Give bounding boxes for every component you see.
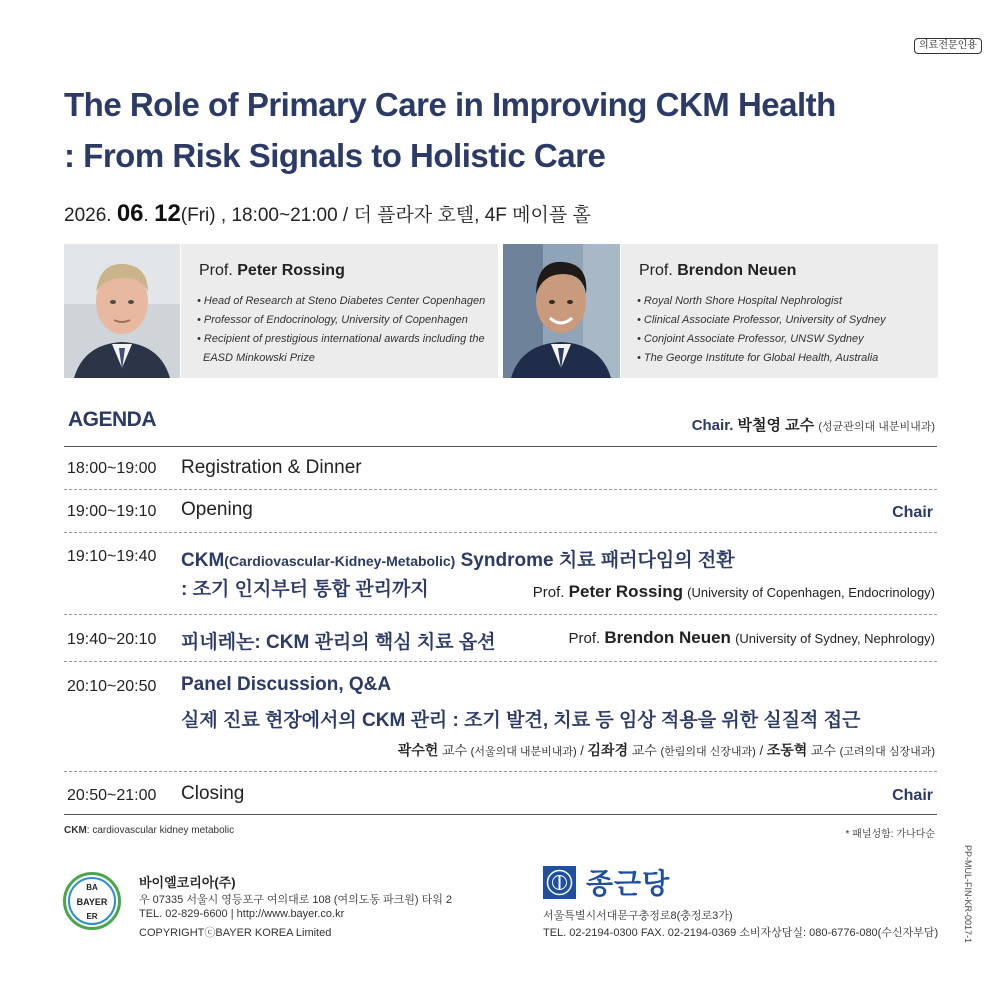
agenda-speaker <box>569 628 936 648</box>
ckd-contact: TEL. 02-2194-0300 FAX. 02-2194-0369 소비자상담실: 080-6776-080(수신자부담) <box>543 927 939 939</box>
agenda-bottom-rule <box>64 814 937 815</box>
row-divider <box>64 771 937 772</box>
title-line-2: : From Risk Signals to Holistic Care <box>64 137 606 174</box>
speaker-name: Peter Rossing <box>568 582 683 601</box>
separator: / <box>576 743 588 758</box>
row-divider <box>64 614 937 615</box>
bullet-item: • Recipient of prestigious international awards including the <box>197 333 485 345</box>
panelist-title: 교수 <box>628 743 661 758</box>
panel-order-note: * 패널성함: 가나다순 <box>845 829 935 840</box>
abbreviation-note <box>64 825 234 836</box>
portrait-neuen-image <box>503 244 620 378</box>
row-divider <box>64 489 937 490</box>
document-code: PP-MUL-FIN-KR-0017-1 <box>963 845 973 944</box>
title-part: Syndrome 치료 패러다임의 전환 <box>455 550 735 571</box>
bullet-item: • Conjoint Associate Professor, UNSW Sydney <box>637 333 864 345</box>
speaker-name: Peter Rossing <box>237 262 345 279</box>
speaker-name: Brendon Neuen <box>677 262 797 279</box>
agenda-subtitle: : 조기 인지부터 통합 관리까지 <box>181 579 429 600</box>
bayer-logo-mid: BAYER <box>76 897 108 907</box>
agenda-title: Opening <box>181 499 253 520</box>
agenda-title: Registration & Dinner <box>181 457 362 478</box>
chair-label: Chair. <box>691 417 734 434</box>
speaker-affiliation: (University of Sydney, Nephrology) <box>735 631 935 646</box>
agenda-time: 19:10~19:40 <box>67 548 157 565</box>
bullet-item: • Professor of Endocrinology, University of Copenhagen <box>197 314 468 326</box>
bayer-company-name: 바이엘코리아(주) <box>139 875 236 890</box>
agenda-time: 20:10~20:50 <box>67 678 157 695</box>
agenda-title: Panel Discussion, Q&A <box>181 674 392 695</box>
abbreviation: CKM <box>64 825 87 836</box>
speaker-bullets-rossing <box>197 292 485 368</box>
speaker-card-neuen <box>621 244 938 378</box>
agenda-subtitle: 실제 진료 현장에서의 CKM 관리 : 조기 발견, 치료 등 임상 적용을 위한 실질적 접근 <box>181 710 861 731</box>
row-divider <box>64 532 937 533</box>
portrait-rossing-image <box>64 244 180 378</box>
speaker-name-rossing <box>199 262 345 280</box>
bullet-item: • Royal North Shore Hospital Nephrologist <box>637 295 843 307</box>
ckd-logo-icon <box>543 866 576 899</box>
speaker-bullets-neuen <box>637 292 886 368</box>
bayer-logo-bot: ER <box>86 912 98 921</box>
ckd-address: 서울특별시서대문구충정로8(충정로3가) <box>543 910 733 922</box>
title-line-1: The Role of Primary Care in Improving CKM Health <box>64 86 836 123</box>
row-divider <box>64 661 937 662</box>
agenda-top-rule <box>64 446 937 447</box>
bayer-contact: TEL. 02-829-6600 | http://www.bayer.co.kr <box>139 908 345 920</box>
agenda-time: 19:00~19:10 <box>67 503 157 520</box>
event-time-venue: (Fri) , 18:00~21:00 / 더 플라자 호텔, 4F 메이플 홀 <box>180 205 591 226</box>
event-day: 12 <box>154 200 181 227</box>
agenda-chair-tag: Chair <box>892 504 933 521</box>
agenda-chair <box>692 414 935 435</box>
event-dot: . <box>143 205 149 226</box>
bayer-copyright: COPYRIGHTⓒBAYER KOREA Limited <box>139 927 332 939</box>
agenda-time: 18:00~19:00 <box>67 460 157 477</box>
bullet-item: • Head of Research at Steno Diabetes Center Copenhagen <box>197 295 486 307</box>
bullet-item: EASD Minkowski Prize <box>203 352 315 364</box>
panelist-affiliation: (서울의대 내분비내과) <box>470 746 577 758</box>
audience-badge: 의료전문인용 <box>914 38 982 54</box>
event-month: 06 <box>116 200 144 227</box>
title-part: (Cardiovascular-Kidney-Metabolic) <box>224 553 456 569</box>
event-year: 2026. <box>64 205 112 226</box>
panelist-name: 김좌경 <box>587 742 629 758</box>
bayer-address: 우 07335 서울시 영등포구 여의대로 108 (여의도동 파크원) 타워 2 <box>139 894 453 906</box>
speaker-affiliation: (University of Copenhagen, Endocrinology) <box>687 585 935 600</box>
chair-name: 박철영 교수 <box>737 417 815 434</box>
abbreviation-definition: : cardiovascular kidney metabolic <box>86 825 235 836</box>
agenda-title: Closing <box>181 783 245 804</box>
event-date-venue <box>64 200 591 228</box>
speaker-photo-neuen <box>503 244 620 378</box>
panelist-affiliation: (한림의대 신장내과) <box>660 746 756 758</box>
bullet-item: • Clinical Associate Professor, University of Sydney <box>637 314 886 326</box>
agenda-chair-tag: Chair <box>892 787 933 804</box>
agenda-time: 20:50~21:00 <box>67 787 157 804</box>
bayer-logo <box>63 872 121 930</box>
panelist-name: 곽수헌 <box>397 742 439 758</box>
panel-members <box>398 740 935 760</box>
speaker-prefix: Prof. <box>568 630 601 647</box>
agenda-title: 피네레논: CKM 관리의 핵심 치료 옵션 <box>181 632 496 653</box>
bayer-logo-top: BA <box>86 883 98 892</box>
speaker-name-neuen <box>639 262 796 280</box>
speaker-prefix: Prof. <box>532 584 565 601</box>
agenda-speaker <box>533 582 935 602</box>
agenda-time: 19:40~20:10 <box>67 631 157 648</box>
panelist-title: 교수 <box>807 743 840 758</box>
speaker-name: Brendon Neuen <box>604 628 731 647</box>
panelist-affiliation: (고려의대 심장내과) <box>839 746 935 758</box>
agenda-heading: AGENDA <box>68 408 157 431</box>
speaker-photo-rossing <box>64 244 180 378</box>
agenda-title <box>181 545 735 572</box>
separator: / <box>755 743 767 758</box>
title-part: CKM <box>181 550 225 571</box>
speaker-prefix: Prof. <box>639 262 673 279</box>
speaker-card-rossing <box>181 244 498 378</box>
bullet-item: • The George Institute for Global Health, Australia <box>637 352 879 364</box>
ckd-company-name: 종근당 <box>586 868 671 899</box>
panelist-name: 조동혁 <box>766 742 808 758</box>
bayer-cross-icon <box>66 875 118 927</box>
speaker-prefix: Prof. <box>199 262 233 279</box>
chair-affiliation: (성균관의대 내분비내과) <box>818 421 935 433</box>
panelist-title: 교수 <box>438 743 471 758</box>
